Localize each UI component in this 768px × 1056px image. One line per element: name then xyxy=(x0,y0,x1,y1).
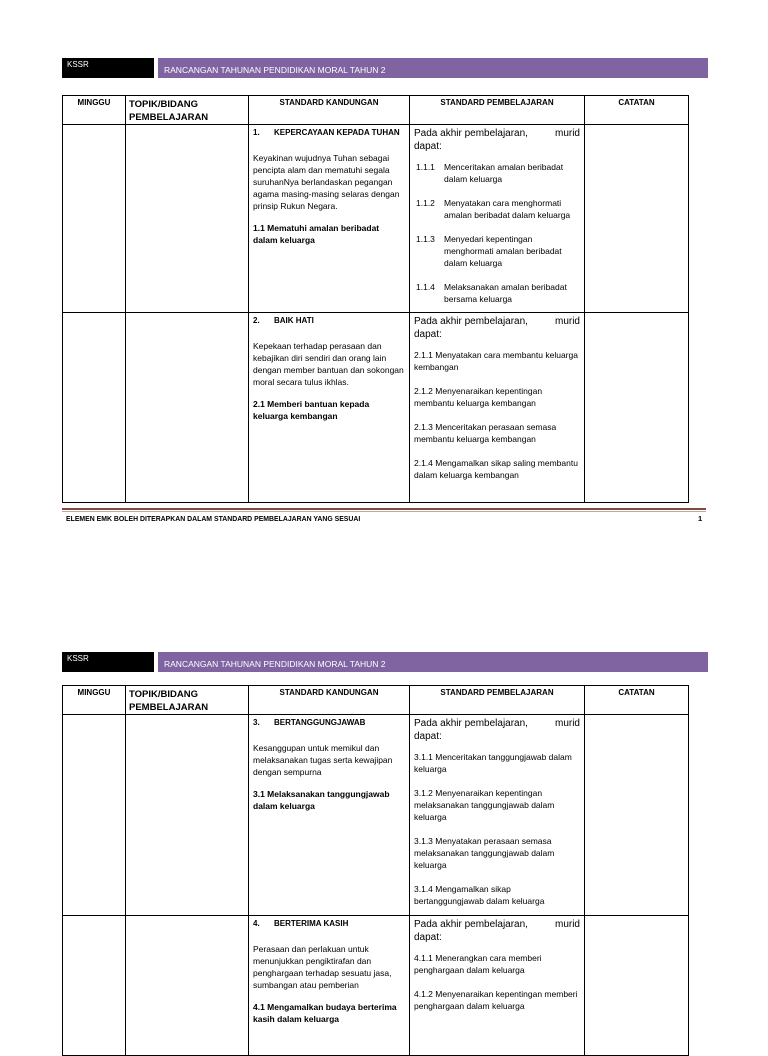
kandungan-desc: Perasaan dan perlakuan untuk menunjukkan pengiktirafan dan penghargaan terhadap sesuatu jasa, sumbangan atau pemberian xyxy=(253,944,392,990)
kssr-label: KSSR xyxy=(62,58,154,78)
table-row xyxy=(63,715,689,916)
col-topik: TOPIK/BIDANG PEMBELAJARAN xyxy=(126,96,249,125)
learning-standard-item: 1.1.2 Menyatakan cara menghormati amalan beribadat dalam keluarga xyxy=(416,198,571,220)
col-catatan: CATATAN xyxy=(585,686,689,715)
kandungan-standard: 2.1 Memberi bantuan kepada keluarga kembangan xyxy=(253,399,370,421)
table-header-row xyxy=(63,686,689,715)
col-catatan: CATATAN xyxy=(585,96,689,125)
learning-standard-item: 3.1.1 Menceritakan tanggungjawab dalam keluarga xyxy=(414,752,572,774)
minggu-cell xyxy=(63,715,126,916)
learning-standard-item: 2.1.4 Mengamalkan sikap saling membantu dalam keluarga kembangan xyxy=(414,458,578,480)
intro-text: Pada akhir pembelajaran, murid xyxy=(414,316,580,327)
header-title: RANCANGAN TAHUNAN PENDIDIKAN MORAL TAHUN 2 xyxy=(158,652,708,672)
pembelajaran-cell: Pada akhir pembelajaran, murid dapat: 1.1.1 Menceritakan amalan beribadat dalam keluarga 1.1.2 Menyatakan cara menghormati amalan beribadat dalam keluarga 1.1.3 Menyedari kepentingan menghormati amalan beribadat dalam keluarga 1.1.4 Melaksanakan amalan beribadat bersama keluarga xyxy=(410,125,585,313)
kandungan-standard: 4.1 Mengamalkan budaya berterima kasih dalam keluarga xyxy=(253,1002,397,1024)
footer-rule-thin xyxy=(62,511,706,512)
learning-standard-item: 3.1.4 Mengamalkan sikap bertanggungjawab dalam keluarga xyxy=(414,884,545,906)
minggu-cell xyxy=(63,916,126,1056)
kandungan-cell xyxy=(249,125,410,313)
pembelajaran-cell: Pada akhir pembelajaran, murid dapat: 3.1.1 Menceritakan tanggungjawab dalam keluarga 3.1.2 Menyenaraikan kepentingan melaksanakan tanggungjawab dalam keluarga 3.1.3 Menyatakan perasaan semasa melaksanakan tanggungjawab dalam keluarga 3.1.4 Mengamalkan sikap bertanggungjawab dalam keluarga xyxy=(410,715,585,916)
kandungan-standard: 3.1 Melaksanakan tanggungjawab dalam keluarga xyxy=(253,789,390,811)
pembelajaran-cell: Pada akhir pembelajaran, murid dapat: 4.1.1 Menerangkan cara memberi penghargaan dalam keluarga 4.1.2 Menyenaraikan kepentingan memberi penghargaan dalam keluarga xyxy=(410,916,585,1056)
topik-cell xyxy=(126,715,249,916)
topik-cell xyxy=(126,313,249,503)
kandungan-title: 2. BAIK HATI xyxy=(253,316,314,325)
learning-standard-item: 1.1.4 Melaksanakan amalan beribadat bersama keluarga xyxy=(416,282,567,304)
topik-cell xyxy=(126,125,249,313)
minggu-cell xyxy=(63,125,126,313)
col-kandungan: STANDARD KANDUNGAN xyxy=(249,686,410,715)
catatan-cell xyxy=(585,715,689,916)
pembelajaran-cell: Pada akhir pembelajaran, murid dapat: 2.1.1 Menyatakan cara membantu keluarga kembangan 2.1.2 Menyenaraikan kepentingan membantu keluarga kembangan 2.1.3 Menceritakan perasaan semasa membantu keluarga kembangan 2.1.4 Mengamalkan sikap saling membantu dalam keluarga kembangan xyxy=(410,313,585,503)
table-row xyxy=(63,916,689,1056)
learning-standard-item: 1.1.3 Menyedari kepentingan menghormati amalan beribadat dalam keluarga xyxy=(416,234,562,268)
learning-standard-item: 4.1.1 Menerangkan cara memberi penghargaan dalam keluarga xyxy=(414,953,542,975)
kandungan-standard: 1.1 Mematuhi amalan beribadat dalam keluarga xyxy=(253,223,380,245)
kandungan-desc: Kepekaan terhadap perasaan dan kebajikan diri sendiri dan orang lain dengan member bantuan dan sokongan moral secara tulus ikhlas. xyxy=(253,341,404,387)
table-row xyxy=(63,313,689,503)
kandungan-cell xyxy=(249,715,410,916)
col-pembelajaran: STANDARD PEMBELAJARAN xyxy=(410,96,585,125)
col-kandungan: STANDARD KANDUNGAN xyxy=(249,96,410,125)
col-minggu: MINGGU xyxy=(63,96,126,125)
catatan-cell xyxy=(585,125,689,313)
learning-standard-item: 1.1.1 Menceritakan amalan beribadat dalam keluarga xyxy=(416,162,564,184)
kandungan-cell xyxy=(249,916,410,1056)
catatan-cell xyxy=(585,916,689,1056)
kandungan-title: 1. KEPERCAYAAN KEPADA TUHAN xyxy=(253,128,400,137)
kandungan-title: 4. BERTERIMA KASIH xyxy=(253,919,349,928)
footer-rule xyxy=(62,508,706,510)
catatan-cell xyxy=(585,313,689,503)
plan-table xyxy=(62,685,689,1056)
header-title: RANCANGAN TAHUNAN PENDIDIKAN MORAL TAHUN 2 xyxy=(158,58,708,78)
table-header-row xyxy=(63,96,689,125)
table-row xyxy=(63,125,689,313)
footer-text: ELEMEN EMK BOLEH DITERAPKAN DALAM STANDARD PEMBELAJARAN YANG SESUAI xyxy=(66,514,361,523)
col-topik: TOPIK/BIDANG PEMBELAJARAN xyxy=(126,686,249,715)
kandungan-title: 3. BERTANGGUNGJAWAB xyxy=(253,718,366,727)
learning-standard-item: 2.1.2 Menyenaraikan kepentingan membantu keluarga kembangan xyxy=(414,386,543,408)
topik-cell xyxy=(126,916,249,1056)
intro-text: Pada akhir pembelajaran, murid xyxy=(414,718,580,729)
kssr-label: KSSR xyxy=(62,652,154,672)
kandungan-desc: Kesanggupan untuk memikul dan melaksanakan tugas serta kewajipan dengan sempurna xyxy=(253,743,393,777)
learning-standard-item: 2.1.3 Menceritakan perasaan semasa membantu keluarga kembangan xyxy=(414,422,557,444)
page-header xyxy=(62,58,708,78)
intro-text: Pada akhir pembelajaran, murid xyxy=(414,128,580,139)
kandungan-desc: Keyakinan wujudnya Tuhan sebagai pencipta alam dan mematuhi segala suruhanNya berlandaskan pegangan agama masing-masing selaras dengan prinsip Rukun Negara. xyxy=(253,153,400,211)
learning-standard-item: 2.1.1 Menyatakan cara membantu keluarga kembangan xyxy=(414,350,578,372)
learning-standard-item: 3.1.2 Menyenaraikan kepentingan melaksanakan tanggungjawab dalam keluarga xyxy=(414,788,555,822)
col-minggu: MINGGU xyxy=(63,686,126,715)
minggu-cell xyxy=(63,313,126,503)
intro-text: Pada akhir pembelajaran, murid xyxy=(414,919,580,930)
learning-standard-item: 3.1.3 Menyatakan perasaan semasa melaksanakan tanggungjawab dalam keluarga xyxy=(414,836,555,870)
page-header xyxy=(62,652,708,672)
kandungan-cell xyxy=(249,313,410,503)
plan-table xyxy=(62,95,689,503)
learning-standard-item: 4.1.2 Menyenaraikan kepentingan memberi penghargaan dalam keluarga xyxy=(414,989,578,1011)
page-number: 1 xyxy=(698,514,703,523)
col-pembelajaran: STANDARD PEMBELAJARAN xyxy=(410,686,585,715)
